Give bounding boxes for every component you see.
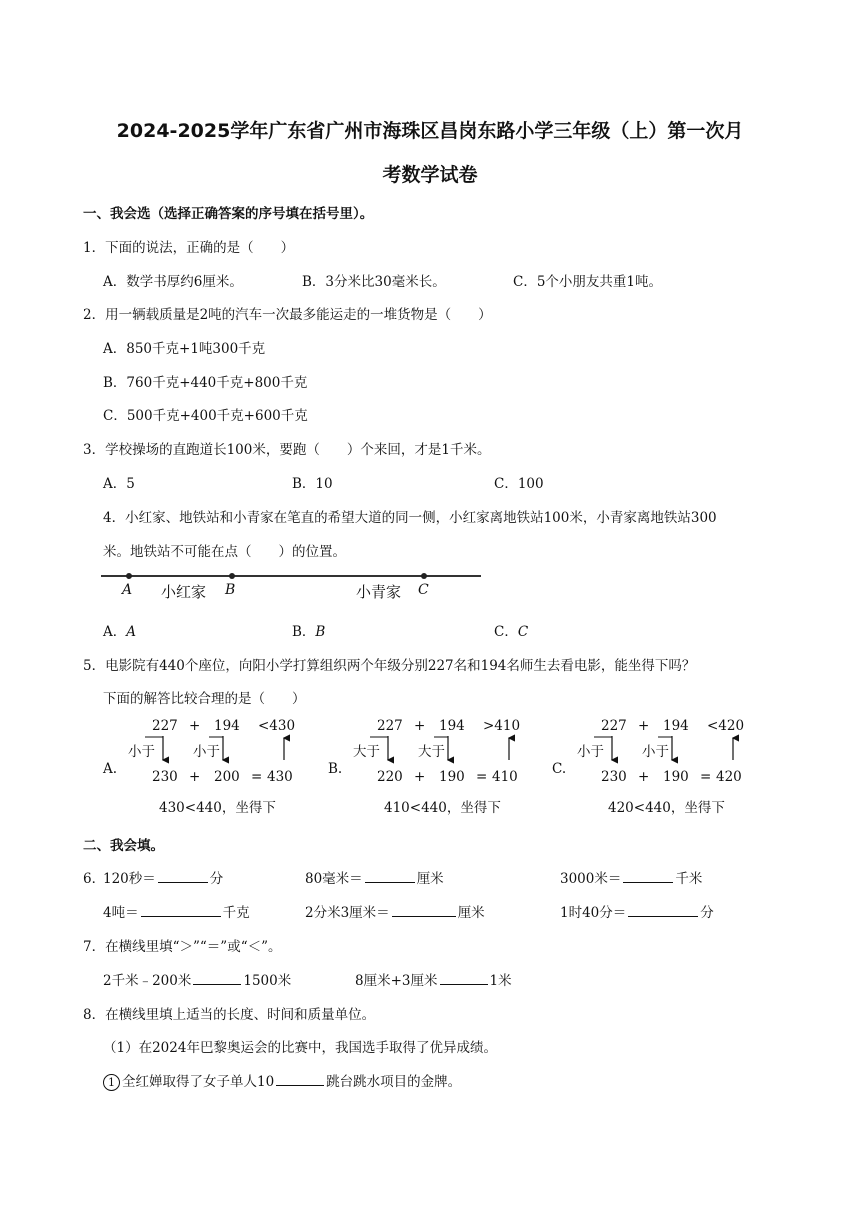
q6-item-6-unit: 分: [700, 905, 714, 921]
plus-sign-2: +: [189, 769, 201, 785]
q8-item-1-pre: 全红婵取得了女子单人10: [122, 1074, 275, 1090]
q4-option-b-value: B: [315, 624, 326, 640]
q2-option-a: A．850千克+1吨300千克: [103, 341, 266, 357]
q6-item-2-pre: 80毫米＝: [305, 871, 363, 887]
q4-stem-line1: 4．小红家、地铁站和小青家在笔直的希望大道的同一侧，小红家离地铁站100米，小青家离地铁站300: [103, 510, 717, 526]
estimate-hint-1: 小于: [128, 744, 155, 760]
plus-sign-2: +: [638, 769, 650, 785]
conclusion: 420<440，坐得下: [608, 800, 725, 816]
q3-option-a: A．5: [103, 476, 135, 492]
q6-item-2-unit: 厘米: [416, 871, 444, 887]
point-b-label: B: [225, 582, 236, 598]
q5-option-c: [552, 716, 762, 816]
point-c-label: C: [418, 582, 429, 598]
page-title-line2: 考数学试卷: [382, 164, 478, 186]
section-heading-fill: 二、我会填。: [83, 838, 164, 854]
addend-2: 194: [214, 718, 240, 734]
circled-number-icon: 1: [103, 1074, 120, 1091]
q4-option-a: [103, 620, 136, 640]
q4-option-b: [292, 620, 325, 640]
rounded-1: 230: [152, 769, 178, 785]
point-a-dot: [126, 573, 132, 579]
q6-item-2: [305, 867, 444, 887]
answer-blank[interactable]: [141, 902, 221, 917]
q6-item-6-pre: 1时40分＝: [560, 905, 627, 921]
plus-sign-2: +: [414, 769, 426, 785]
estimated-sum: 430: [267, 769, 293, 785]
q6-item-3: [560, 867, 702, 887]
q1-option-b: B．3分米比30毫米长。: [302, 274, 446, 290]
addend-2: 194: [663, 718, 689, 734]
addend-1: 227: [601, 718, 627, 734]
estimate-hint-2: 小于: [642, 744, 669, 760]
q2-stem: 2．用一辆载质量是2吨的汽车一次最多能运走的一堆货物是（ ）: [83, 307, 492, 323]
addend-1: 227: [377, 718, 403, 734]
equals-sign: =: [251, 769, 263, 785]
addend-1: 227: [152, 718, 178, 734]
q7-expr-1-right: 1500米: [243, 973, 292, 989]
q6-item-4-unit: 千克: [222, 905, 250, 921]
q6-item-4-pre: 4吨＝: [103, 905, 139, 921]
q6-item-6: [560, 901, 714, 921]
q6-item-1-pre: 120秒＝: [103, 871, 156, 887]
estimate-hint-2: 小于: [193, 744, 220, 760]
answer-blank[interactable]: [276, 1071, 324, 1086]
compare-blank[interactable]: [440, 970, 488, 985]
section-heading-choice: 一、我会选（选择正确答案的序号填在括号里）。: [83, 206, 374, 222]
q8-item-1-post: 跳台跳水项目的金牌。: [326, 1074, 462, 1090]
q2-option-b: B．760千克+440千克+800千克: [103, 375, 308, 391]
estimate-hint-2: 大于: [418, 744, 445, 760]
answer-blank[interactable]: [623, 868, 673, 883]
q7-expr-1: [103, 969, 291, 989]
q4-option-c: [494, 620, 528, 640]
plus-sign: +: [638, 718, 650, 734]
conclusion: 430<440，坐得下: [159, 800, 276, 816]
q4-option-c-prefix: C．: [494, 624, 518, 640]
rounded-2: 200: [214, 769, 240, 785]
q3-option-b: B．10: [292, 476, 333, 492]
q5-option-label: A.: [103, 761, 118, 777]
q3-stem: 3．学校操场的直跑道长100米，要跑（ ）个来回，才是1千米。: [83, 442, 491, 458]
q4-option-a-value: A: [126, 624, 136, 640]
addend-2: 194: [439, 718, 465, 734]
estimate-hint-1: 小于: [577, 744, 604, 760]
q4-stem-line2: 米。地铁站不可能在点（ ）的位置。: [103, 544, 346, 560]
q5-option-label: B.: [328, 761, 343, 777]
road-line-figure: [101, 566, 481, 602]
q4-option-b-prefix: B．: [292, 624, 316, 640]
q1-option-a: A．数学书厚约6厘米。: [103, 274, 243, 290]
q3-option-c: C．100: [494, 476, 544, 492]
comparison-top: <430: [258, 718, 296, 734]
equals-sign: =: [700, 769, 712, 785]
q1-stem: 1．下面的说法，正确的是（ ）: [83, 240, 295, 256]
q6-item-5: [305, 901, 485, 921]
q8-item-1: [103, 1070, 461, 1091]
q6-item-1-unit: 分: [209, 871, 224, 887]
page-title-line1: 2024-2025学年广东省广州市海珠区昌岗东路小学三年级（上）第一次月: [116, 120, 744, 142]
q7-expr-2: [355, 969, 512, 989]
q7-expr-2-left: 8厘米+3厘米: [355, 973, 438, 989]
plus-sign: +: [189, 718, 201, 734]
plus-sign: +: [414, 718, 426, 734]
estimate-hint-1: 大于: [353, 744, 380, 760]
xiaoqing-home-label: 小青家: [356, 583, 402, 601]
q4-option-c-value: C: [517, 624, 529, 640]
answer-blank[interactable]: [365, 868, 415, 883]
q7-stem: 7．在横线里填“＞”“＝”或“＜”。: [83, 939, 282, 955]
q5-stem-line1: 5．电影院有440个座位，向阳小学打算组织两个年级分别227名和194名师生去看电影，能坐得下吗？: [83, 658, 696, 674]
q6-item-5-pre: 2分米3厘米＝: [305, 905, 390, 921]
rounded-1: 220: [377, 769, 403, 785]
compare-blank[interactable]: [193, 970, 241, 985]
q7-expr-1-left: 2千米﹣200米: [103, 973, 192, 989]
xiaohong-home-label: 小红家: [161, 583, 207, 601]
point-b-dot: [229, 573, 235, 579]
rounded-2: 190: [439, 769, 465, 785]
q6-item-3-pre: 3000米＝: [560, 871, 622, 887]
point-a-label: A: [122, 582, 133, 598]
point-c-dot: [421, 573, 427, 579]
q6-item-5-unit: 厘米: [457, 905, 485, 921]
equals-sign: =: [476, 769, 488, 785]
comparison-top: >410: [483, 718, 521, 734]
q5-option-a: [103, 716, 313, 816]
q4-option-a-prefix: A．: [103, 624, 127, 640]
q5-stem-line2: 下面的解答比较合理的是（ ）: [103, 691, 306, 707]
rounded-2: 190: [663, 769, 689, 785]
answer-blank[interactable]: [628, 902, 698, 917]
estimated-sum: 410: [492, 769, 518, 785]
q6-item-1: [103, 867, 223, 887]
q6-item-4: [103, 901, 250, 921]
q8-stem: 8．在横线里填上适当的长度、时间和质量单位。: [83, 1007, 376, 1023]
q5-option-b: [328, 716, 538, 816]
q7-expr-2-right: 1米: [489, 973, 512, 989]
conclusion: 410<440，坐得下: [384, 800, 501, 816]
q6-item-3-unit: 千米: [675, 871, 703, 887]
rounded-1: 230: [601, 769, 627, 785]
comparison-top: <420: [707, 718, 745, 734]
q8-sub1: （1）在2024年巴黎奥运会的比赛中，我国选手取得了优异成绩。: [103, 1040, 497, 1056]
answer-blank[interactable]: [392, 902, 456, 917]
q2-option-c: C．500千克+400千克+600千克: [103, 408, 308, 424]
q6-number: 6．: [83, 871, 106, 887]
estimated-sum: 420: [716, 769, 742, 785]
answer-blank[interactable]: [158, 868, 208, 883]
q1-option-c: C．5个小朋友共重1吨。: [513, 274, 663, 290]
q5-option-label: C.: [552, 761, 567, 777]
